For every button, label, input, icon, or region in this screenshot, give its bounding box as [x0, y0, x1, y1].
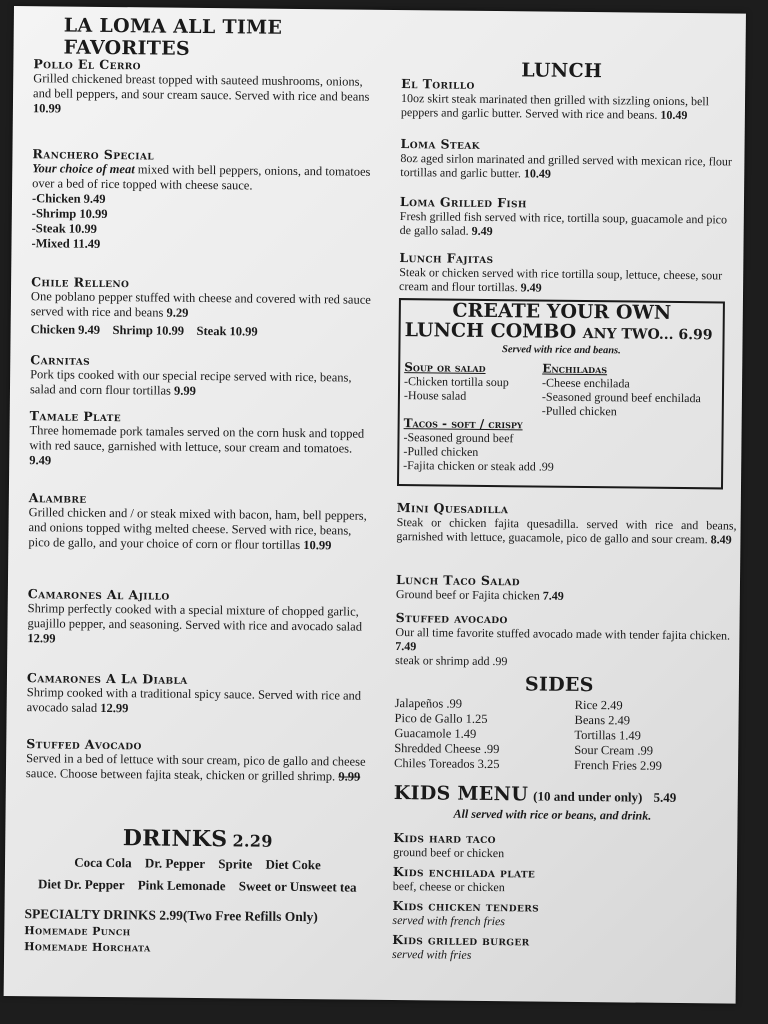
item-price: 9.99: [338, 769, 361, 784]
menu-item: [28, 490, 374, 554]
item-desc: Three homemade pork tamales served on the corn husk and topped with red sauce, garnished with lettuce, sour cream and tomatoes.: [29, 423, 365, 456]
item-desc: Ground beef or Fajita chicken: [395, 587, 540, 603]
item-desc: Pork tips cooked with our special recipe served with rice, beans, salad and corn flour tortillas: [29, 367, 352, 398]
sides-list: [394, 696, 735, 775]
item-price: 7.49: [395, 639, 417, 654]
item-desc: One poblano pepper stuffed with cheese and covered with red sauce served with rice and beans: [30, 289, 371, 320]
drink-item: Sweet or Unsweet tea: [238, 878, 357, 895]
menu-item: [396, 500, 736, 547]
combo-tacos-title: Tacos - soft / crispy: [403, 416, 523, 432]
item-desc: served with fries: [392, 947, 472, 962]
item-desc: beef, cheese or chicken: [392, 879, 505, 895]
side-item: French Fries 2.99: [574, 757, 662, 773]
menu-sheet: [4, 6, 746, 1004]
combo-enchiladas-title: Enchiladas: [542, 361, 608, 377]
drinks-price: 2.29: [232, 831, 273, 851]
combo-title-2: LUNCH COMBO: [404, 319, 577, 343]
item-price: 9.49: [471, 223, 493, 239]
item-option: -Shrimp 10.99: [31, 206, 108, 221]
item-price: 9.49: [29, 453, 52, 468]
item-option: -Mixed 11.49: [31, 236, 101, 251]
menu-item: [400, 194, 740, 241]
favorites-header: LA LOMA ALL TIME FAVORITES: [63, 14, 283, 60]
lunch-column: [392, 10, 742, 962]
menu-item: [31, 274, 377, 341]
combo-price: ANY TWO... 6.99: [582, 325, 713, 344]
item-price: 9.49: [520, 280, 542, 295]
menu-item: [396, 572, 736, 605]
drinks-row-2: [15, 874, 380, 898]
specialty-item: Homemade Horchata: [24, 940, 151, 955]
item-desc: served with french fries: [392, 913, 506, 929]
combo-option: -Pulled chicken: [403, 444, 479, 459]
item-desc: Fresh grilled fish served with rice, tortilla soup, guacamole and pico de gallo salad.: [399, 209, 728, 238]
item-price: 7.49: [542, 588, 564, 603]
specialty-drinks-title: SPECIALTY DRINKS 2.99(Two Free Refills Only): [24, 906, 318, 925]
item-price: 12.99: [100, 700, 129, 716]
combo-option: -Seasoned ground beef: [403, 430, 514, 446]
kids-item: [393, 830, 733, 863]
item-price: 10.49: [660, 107, 688, 123]
side-item: Beans 2.49: [574, 712, 631, 728]
drinks-heading: [25, 824, 370, 854]
item-desc: ground beef or chicken: [393, 845, 505, 861]
item-desc: Grilled chicken and / or steak mixed with bacon, ham, bell peppers, and onions topped withg melted cheese. Served with rice, beans, pico de gallo, and your choice of corn or flour tortillas: [28, 505, 367, 553]
item-desc: Grilled chickened breast topped with sauteed mushrooms, onions, and bell peppers, and sour cream sauce. Served with rice and beans: [33, 71, 370, 104]
combo-option: -Cheese enchilada: [542, 375, 630, 391]
drink-item: Pink Lemonade: [137, 877, 226, 894]
menu-item: [399, 250, 739, 297]
drinks-row-1: [25, 852, 370, 876]
menu-item: [26, 736, 371, 785]
favorites-column: [24, 6, 379, 955]
item-title: Stuffed avocado: [395, 610, 508, 627]
kids-sub: (10 and under only): [533, 788, 643, 805]
combo-option: -Seasoned ground beef enchilada: [541, 389, 701, 406]
item-desc: Our all time favorite stuffed avocado made with tender fajita chicken.: [395, 625, 731, 643]
kids-item: [392, 898, 732, 931]
combo-option: -Pulled chicken: [541, 403, 617, 419]
item-title: Tamale Plate: [29, 408, 122, 425]
menu-item: [33, 56, 379, 120]
item-price: 10.99: [32, 101, 62, 116]
menu-item: [401, 76, 741, 123]
menu-item: [31, 146, 377, 255]
side-item: Tortillas 1.49: [574, 727, 641, 743]
item-desc: Shrimp perfectly cooked with a special mixture of chopped garlic, guajillo pepper, and seasoning. Served with rice and avocado salad: [27, 601, 363, 634]
item-title: Loma Steak: [400, 136, 480, 152]
item-title: Chile Relleno: [31, 274, 130, 291]
item-lead: Your choice of meat: [32, 161, 135, 177]
item-price: 10.49: [523, 166, 551, 181]
kids-menu-heading: [394, 782, 734, 808]
drink-item: Coca Cola: [74, 854, 132, 871]
side-item: Jalapeños .99: [394, 696, 463, 711]
specialty-item: Homemade Punch: [24, 924, 131, 939]
item-title: Camarones A La Diabla: [26, 670, 188, 687]
item-title: Loma Grilled Fish: [399, 194, 527, 211]
drink-item: Dr. Pepper: [144, 855, 206, 872]
combo-soup-title: Soup or salad: [404, 360, 486, 375]
side-item: Sour Cream .99: [574, 742, 654, 758]
drink-item: Diet Coke: [265, 856, 321, 873]
item-desc: Served in a bed of lettuce with sour cream, pico de gallo and cheese sauce. Choose between fajita steak, chicken or grilled shrimp.: [25, 751, 366, 784]
menu-item: [27, 586, 373, 650]
lunch-combo-box: [397, 298, 725, 489]
side-item: Rice 2.49: [574, 697, 623, 713]
item-title: Carnitas: [30, 352, 91, 368]
item-title: Kids grilled burger: [392, 932, 530, 949]
item-extra: steak or shrimp add .99: [395, 653, 508, 669]
combo-option: -Chicken tortilla soup: [404, 374, 509, 390]
item-desc: Steak or chicken served with rice tortilla soup, lettuce, cheese, sour cream and flour tortillas.: [399, 265, 723, 295]
kids-item: [393, 864, 733, 897]
side-item: Guacamole 1.49: [394, 726, 477, 741]
menu-item: [30, 352, 375, 401]
drink-item: Sprite: [218, 856, 253, 872]
combo-served: Served with rice and beans.: [502, 344, 621, 357]
combo-option: -House salad: [403, 388, 467, 403]
item-title: Alambre: [28, 490, 87, 506]
kids-price: 5.49: [653, 789, 677, 805]
item-price: 10.99: [303, 538, 332, 553]
menu-item: [395, 610, 736, 671]
side-item: Chiles Toreados 3.25: [394, 756, 500, 772]
item-title: Kids enchilada plate: [392, 864, 536, 881]
item-price: 9.99: [173, 383, 196, 398]
item-option: -Chicken 9.49: [31, 191, 106, 206]
item-title: Pollo El Cerro: [33, 56, 141, 73]
combo-option: -Fajita chicken or steak add .99: [403, 458, 554, 474]
item-option: -Steak 10.99: [31, 221, 98, 236]
sides-title: SIDES: [524, 673, 594, 697]
item-title: Lunch Taco Salad: [395, 572, 521, 589]
menu-item: [29, 408, 375, 472]
item-price: 9.29: [166, 305, 189, 320]
kids-item: [392, 932, 732, 965]
drink-item: Diet Dr. Pepper: [37, 876, 125, 893]
item-price: 12.99: [27, 631, 56, 646]
item-title: Stuffed Avocado: [26, 736, 142, 753]
menu-item: [27, 670, 372, 719]
item-title: El Torillo: [401, 76, 475, 92]
item-desc: mixed with bell peppers, onions, and tomatoes over a bed of rice topped with cheese sauce.: [32, 162, 371, 193]
item-desc: Steak or chicken fajita quesadilla. served with rice and beans, garnished with lettuce, guacamole, pico de gallo and sour cream.: [396, 515, 737, 547]
item-price: 8.49: [710, 532, 732, 547]
item-desc: 8oz aged sirlon marinated and grilled served with mexican rice, flour tortillas and garlic butter.: [400, 151, 733, 181]
drinks-title: DRINKS: [122, 825, 228, 853]
item-title: Kids chicken tenders: [392, 898, 540, 915]
side-item: Pico de Gallo 1.25: [394, 711, 488, 726]
item-title: Lunch Fajitas: [399, 250, 494, 267]
kids-served: All served with rice or beans, and drink.: [453, 806, 652, 823]
menu-item: [400, 136, 740, 183]
item-desc: Shrimp cooked with a traditional spicy sauce. Served with rice and avocado salad: [26, 685, 362, 715]
lunch-header: LUNCH: [521, 59, 603, 83]
item-title: Camarones Al Ajillo: [27, 586, 170, 603]
item-desc: 10oz skirt steak marinated then grilled with sizzling onions, bell peppers and garlic butter. Served with rice and beans.: [400, 91, 710, 122]
item-title: Kids hard taco: [393, 830, 497, 847]
item-options: Chicken 9.49 Shrimp 10.99 Steak 10.99: [30, 322, 258, 339]
side-item: Shredded Cheese .99: [394, 741, 500, 757]
kids-title: KIDS MENU: [393, 782, 529, 806]
combo-title-1: CREATE YOUR OWN: [452, 299, 672, 324]
item-title: Mini Quesadilla: [396, 500, 509, 517]
item-title: Ranchero Special: [32, 146, 155, 163]
